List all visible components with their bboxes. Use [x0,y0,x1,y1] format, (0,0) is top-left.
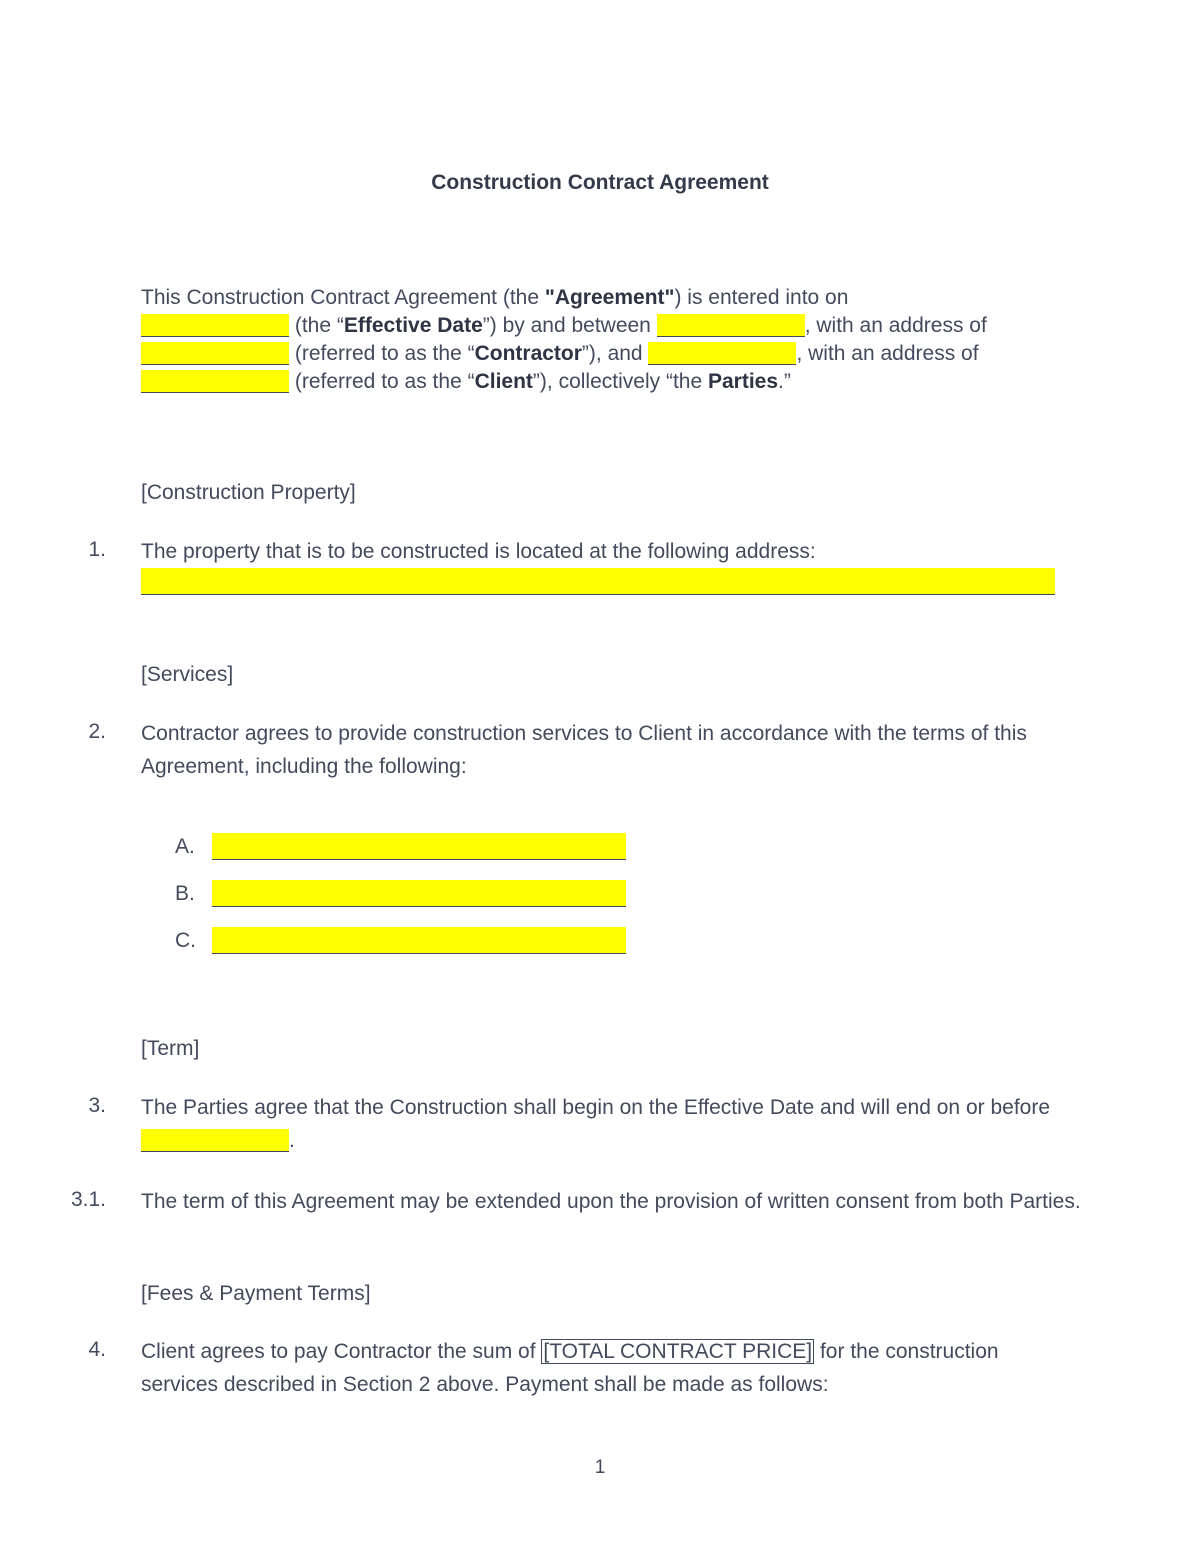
section-heading-services: [Services] [141,663,234,686]
item-4-body: Client agrees to pay Contractor the sum of [141,1340,542,1363]
document-title: Construction Contract Agreement [431,171,769,194]
intro-text: This Construction Contract Agreement (the [141,286,545,309]
contractor-name-blank[interactable] [657,314,805,337]
section-heading-fees: [Fees & Payment Terms] [141,1282,371,1305]
sub-item-label: B. [175,882,195,905]
item-3-1-text: The term of this Agreement may be extended upon the provision of written consent from both Parties. [141,1190,1081,1213]
item-number: 2. [88,720,106,743]
section-heading-property: [Construction Property] [141,481,356,504]
item-3-text [141,1091,1081,1157]
item-number: 3.1. [70,1188,106,1211]
item-1-text: The property that is to be constructed is located at the following address: [141,540,816,563]
intro-bold-term: Client [474,370,533,393]
item-2-text: Contractor agrees to provide construction services to Client in accordance with the terms of this Agreement, including the following: [141,722,1027,778]
intro-text: ”) by and between [482,314,657,337]
intro-bold-term: Effective Date [343,314,483,337]
contractor-address-blank[interactable] [141,342,289,365]
item-3-period: . [289,1129,295,1152]
sub-item-label: C. [175,929,196,952]
intro-text: , with an address of [804,314,987,337]
service-b-blank[interactable] [212,880,626,907]
intro-text: ”), collectively “the [532,370,708,393]
item-3-body: The Parties agree that the Construction shall begin on the Effective Date and will end on or before [141,1096,1050,1119]
intro-text: (referred to as the “ [289,342,475,365]
intro-paragraph [141,284,1071,396]
intro-bold-term: "Agreement" [544,286,675,309]
intro-bold-term: Contractor [474,342,582,365]
end-date-blank[interactable] [141,1129,289,1152]
intro-text: ”), and [581,342,649,365]
intro-text: .” [778,370,791,393]
intro-text: (referred to as the “ [289,370,475,393]
intro-bold-term: Parties [707,370,779,393]
effective-date-blank[interactable] [141,314,289,337]
total-contract-price-field[interactable]: [TOTAL CONTRACT PRICE] [543,1340,813,1363]
page-number: 1 [594,1457,606,1478]
sub-item-label: A. [175,835,195,858]
intro-text: ) is entered into on [674,286,849,309]
service-c-blank[interactable] [212,927,626,954]
item-number: 4. [88,1338,106,1361]
service-a-blank[interactable] [212,833,626,860]
intro-text: , with an address of [796,342,979,365]
property-address-blank[interactable] [141,568,1055,595]
intro-text: (the “ [289,314,344,337]
item-4-text [141,1335,1081,1401]
section-heading-term: [Term] [141,1037,200,1060]
client-address-blank[interactable] [141,370,289,393]
item-number: 3. [88,1094,106,1117]
item-number: 1. [88,538,106,561]
item-4-body: for the construction services described in Section 2 above. Payment shall be made as follows: [141,1340,999,1396]
client-name-blank[interactable] [648,342,796,365]
